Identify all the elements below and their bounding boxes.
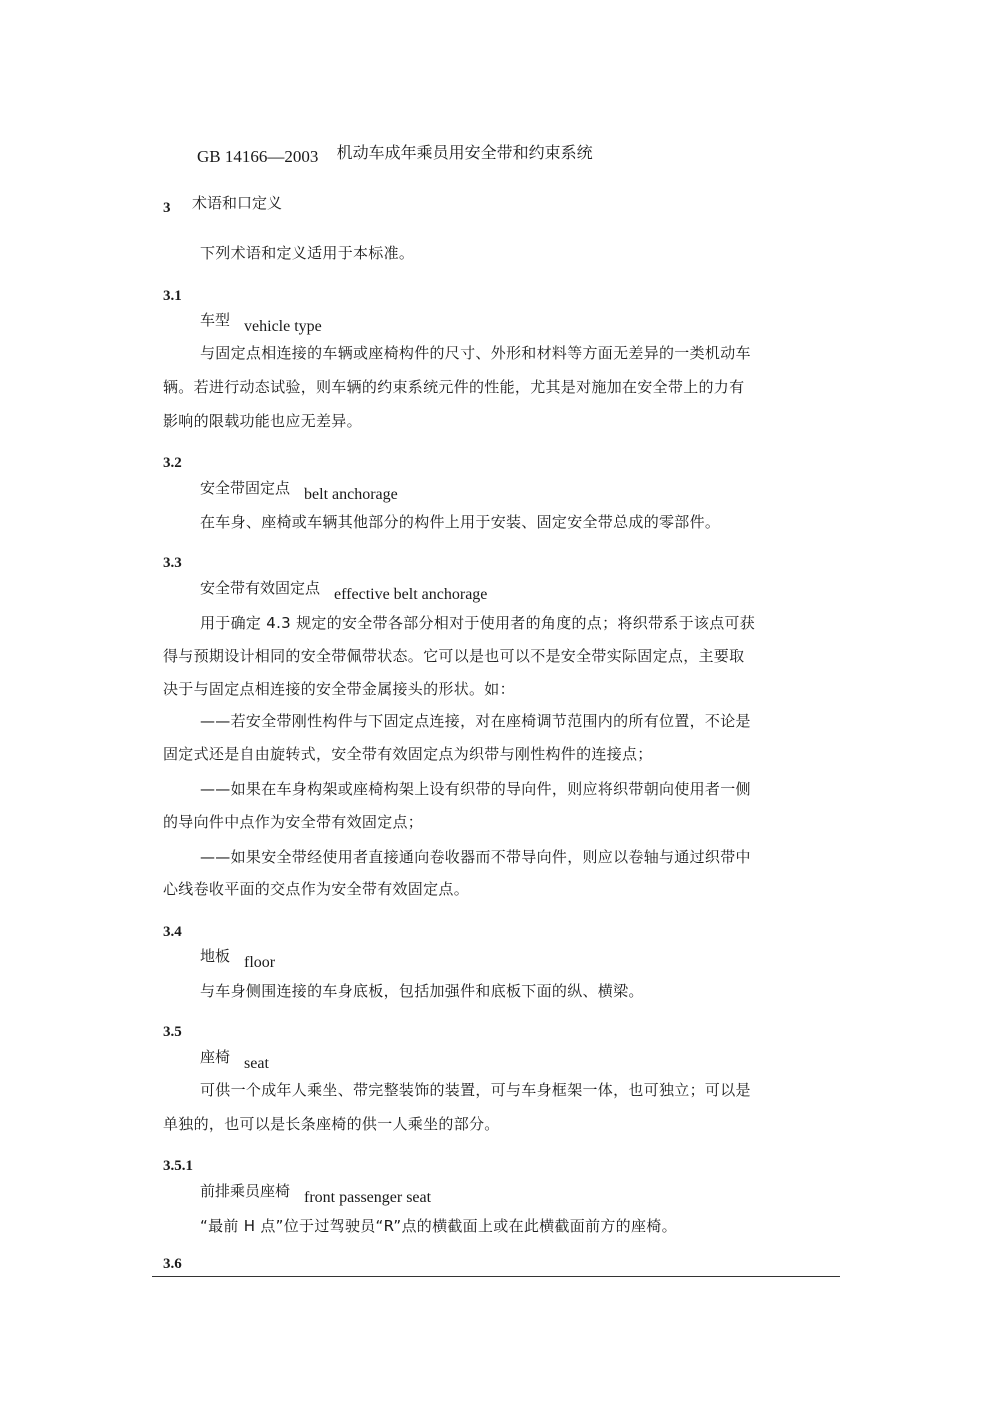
definition-line: 影响的限载功能也应无差异。: [163, 412, 362, 430]
term-3-5-1: [200, 1182, 432, 1206]
term-en: seat: [244, 1055, 269, 1072]
definition-line: 单独的，也可以是长条座椅的供一人乘坐的部分。: [163, 1115, 500, 1133]
term-zh: 前排乘员座椅: [200, 1182, 291, 1200]
definition-line: 与车身侧围连接的车身底板，包括加强件和底板下面的纵、横梁。: [200, 982, 644, 1000]
clause-number-3-5: 3.5: [163, 1024, 182, 1040]
term-zh: 地板: [200, 947, 231, 965]
definition-line: 与固定点相连接的车辆或座椅构件的尺寸、外形和材料等方面无差异的一类机动车: [200, 344, 751, 362]
term-3-3: [200, 579, 488, 603]
definition-line: 决于与固定点相连接的安全带金属接头的形状。如：: [163, 680, 515, 698]
term-zh: 安全带有效固定点: [200, 579, 321, 597]
list-item-line: 固定式还是自由旋转式，安全带有效固定点为织带与刚性构件的连接点；: [163, 745, 653, 763]
term-en: vehicle type: [244, 318, 322, 335]
term-3-4: [200, 947, 276, 971]
clause-number-3-6: 3.6: [163, 1256, 182, 1272]
definition-line: 辆。若进行动态试验，则车辆的约束系统元件的性能，尤其是对施加在安全带上的力有: [163, 378, 745, 396]
section-intro: 下列术语和定义适用于本标准。: [200, 244, 415, 262]
standard-code: GB 14166—2003: [197, 147, 319, 166]
clause-number-3-4: 3.4: [163, 924, 182, 940]
definition-line: 得与预期设计相同的安全带佩带状态。它可以是也可以不是安全带实际固定点，主要取: [163, 647, 745, 665]
term-zh: 座椅: [200, 1048, 231, 1066]
list-item-line: ——若安全带刚性构件与下固定点连接，对在座椅调节范围内的所有位置，不论是: [200, 712, 751, 730]
definition-line: 用于确定 4.3 规定的安全带各部分相对于使用者的角度的点；将织带系于该点可获: [200, 614, 756, 632]
definition-line: 可供一个成年人乘坐、带完整装饰的装置，可与车身框架一体，也可独立；可以是: [200, 1081, 751, 1099]
definition-line: 在车身、座椅或车辆其他部分的构件上用于安装、固定安全带总成的零部件。: [200, 513, 721, 531]
list-item-line: ——如果在车身构架或座椅构架上设有织带的导向件，则应将织带朝向使用者一侧: [200, 780, 751, 798]
clause-number-3-5-1: 3.5.1: [163, 1158, 193, 1174]
term-3-1: [200, 311, 322, 335]
list-item-line: 心线卷收平面的交点作为安全带有效固定点。: [163, 880, 470, 898]
term-3-2: [200, 479, 398, 503]
section-number: 3: [163, 200, 171, 216]
term-zh: 安全带固定点: [200, 479, 291, 497]
standard-title: 机动车成年乘员用安全带和约束系统: [336, 143, 593, 162]
page-bottom-rule: [152, 1276, 840, 1277]
term-en: belt anchorage: [304, 486, 398, 503]
list-item-line: ——如果安全带经使用者直接通向卷收器而不带导向件，则应以卷轴与通过织带中: [200, 848, 751, 866]
clause-number-3-2: 3.2: [163, 455, 182, 471]
definition-line: “最前 H 点”位于过驾驶员“R”点的横截面上或在此横截面前方的座椅。: [200, 1217, 677, 1235]
term-zh: 车型: [200, 311, 231, 329]
term-3-5: [200, 1048, 269, 1072]
clause-number-3-1: 3.1: [163, 288, 182, 304]
list-item-line: 的导向件中点作为安全带有效固定点；: [163, 813, 424, 831]
section-heading: 术语和口定义: [192, 194, 283, 212]
term-en: effective belt anchorage: [334, 586, 488, 603]
running-header: [197, 143, 593, 166]
term-en: front passenger seat: [304, 1189, 432, 1206]
clause-number-3-3: 3.3: [163, 555, 182, 571]
term-en: floor: [244, 954, 276, 971]
